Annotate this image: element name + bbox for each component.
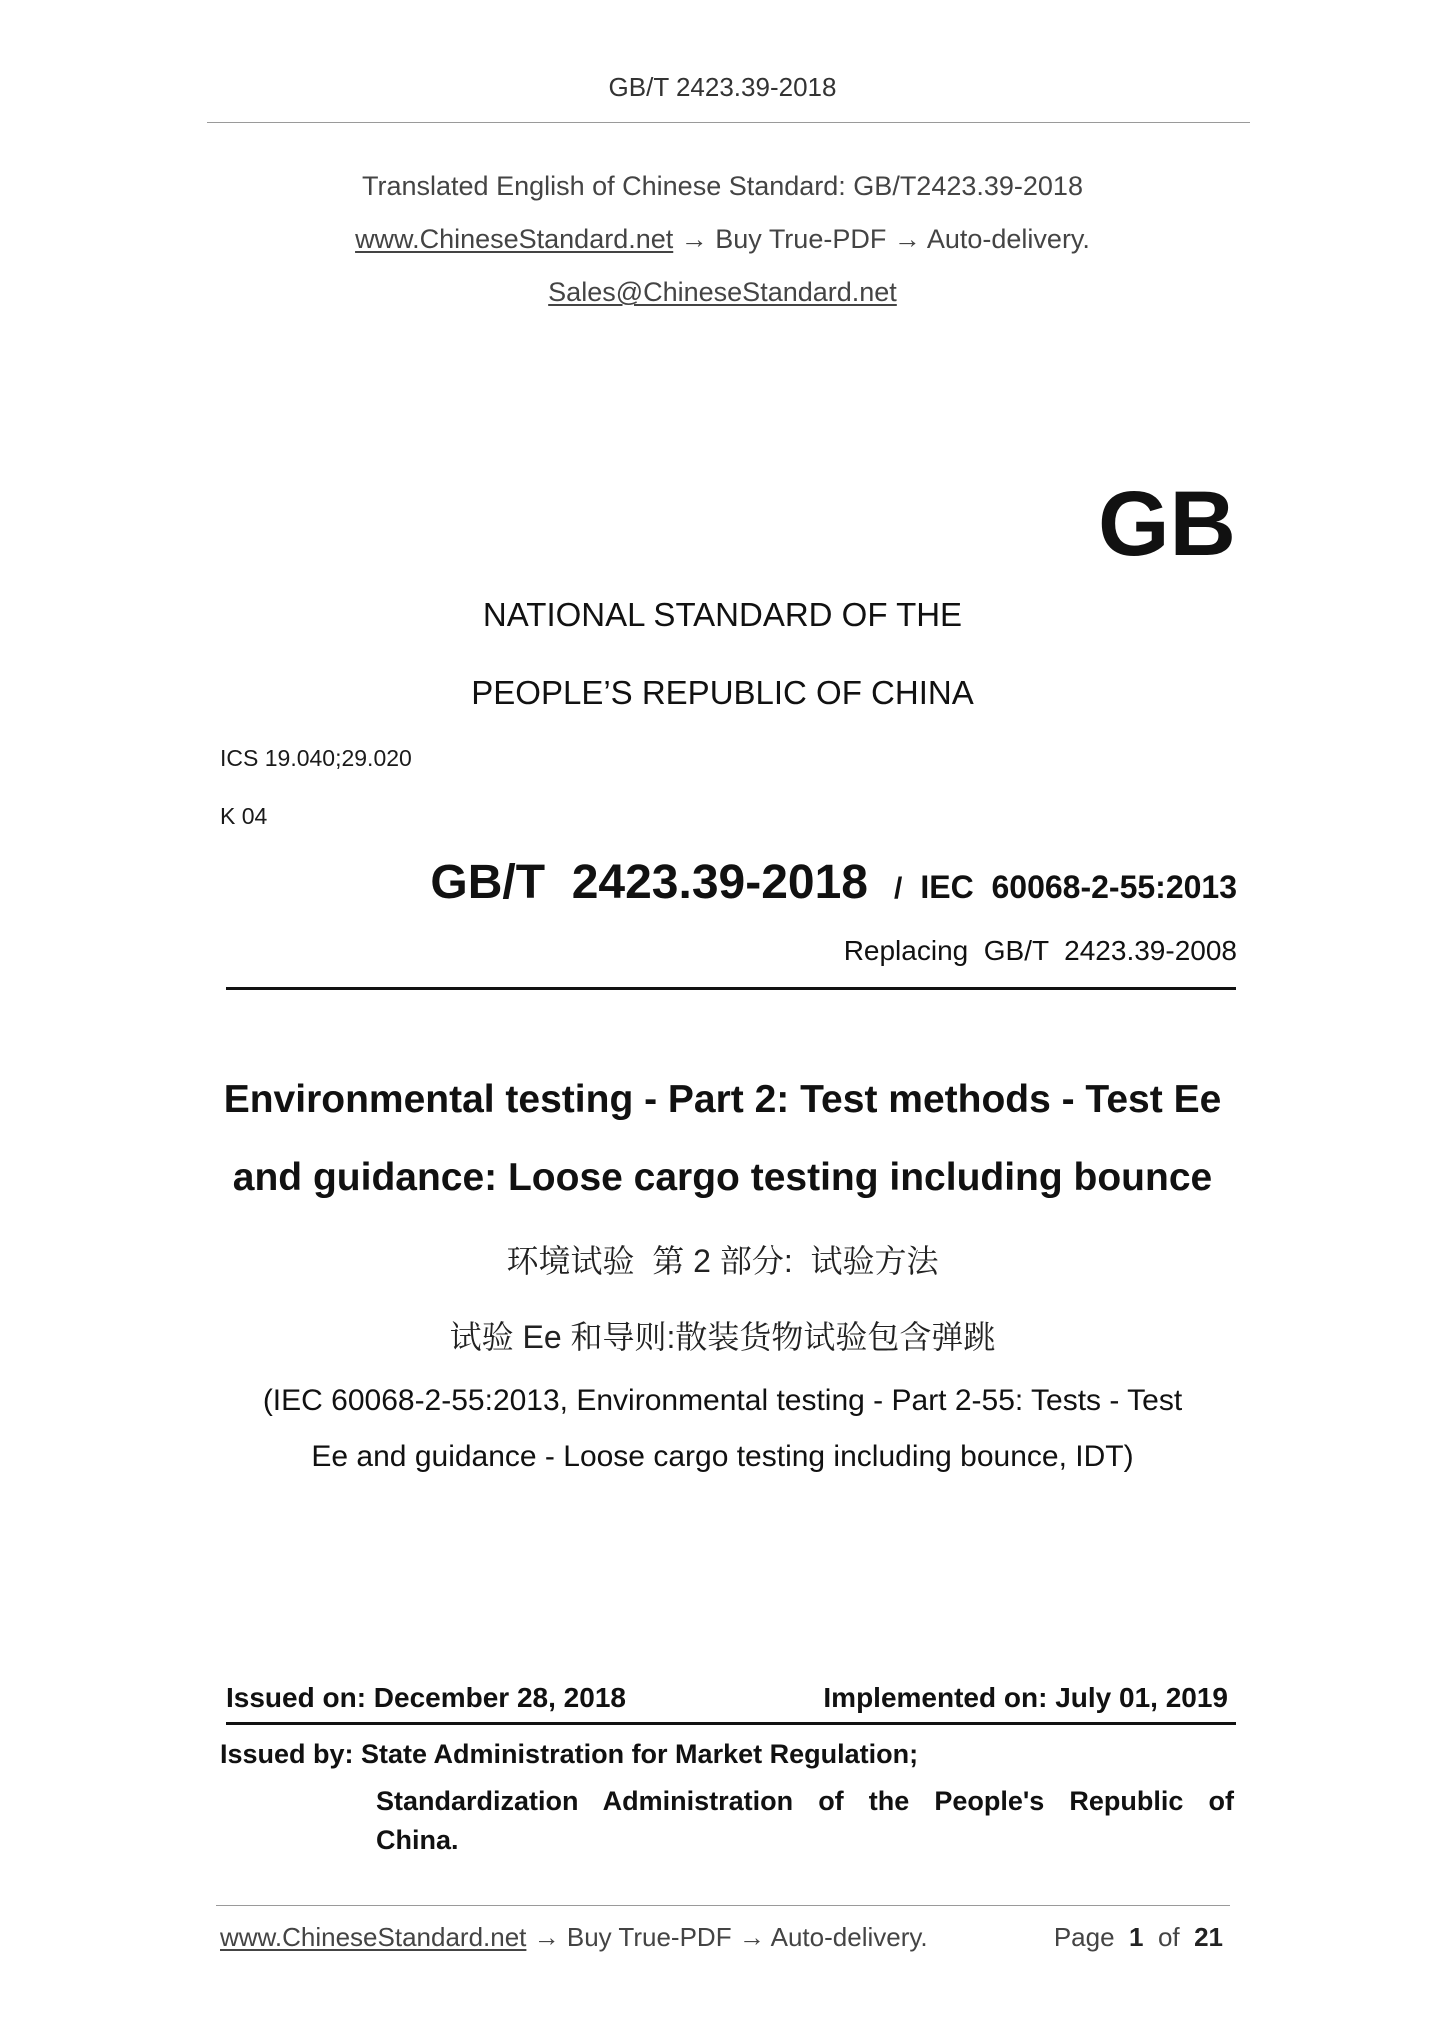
of-label: of	[1157, 1922, 1180, 1952]
issued-by-line-1: Issued by: State Administration for Market Regulation;	[220, 1739, 919, 1769]
ics-code: ICS 19.040;29.020	[220, 745, 412, 771]
title-chinese-line-1: 环境试验 第 2 部分: 试验方法	[506, 1243, 939, 1279]
title-chinese-line-2: 试验 Ee 和导则:散装货物试验包含弹跳	[449, 1319, 996, 1355]
auto-delivery-text: Auto-delivery.	[926, 224, 1090, 254]
site-link[interactable]: www.ChineseStandard.net	[355, 224, 674, 254]
issued-divider	[226, 1722, 1236, 1725]
standard-number: GB/T 2423.39-2018	[430, 856, 868, 909]
title-english-line-2: and guidance: Loose cargo testing including bounce	[232, 1156, 1213, 1199]
arrow-right-icon: →	[533, 1922, 560, 1952]
page-number: 1	[1129, 1922, 1144, 1952]
title-english-line-1: Environmental testing - Part 2: Test methods - Test Ee	[223, 1078, 1222, 1121]
sales-email-link[interactable]: Sales@ChineseStandard.net	[548, 277, 897, 307]
translated-notice: Translated English of Chinese Standard: GB/T2423.39-2018	[362, 171, 1083, 201]
national-standard-line-1: NATIONAL STANDARD OF THE	[482, 596, 963, 633]
iec-note-line-1: (IEC 60068-2-55:2013, Environmental testing - Part 2-55: Tests - Test	[262, 1384, 1183, 1417]
implemented-on-date: Implemented on: July 01, 2019	[823, 1682, 1228, 1713]
arrow-right-icon: →	[893, 224, 921, 254]
buy-line	[0, 224, 1445, 255]
running-header: GB/T 2423.39-2018	[608, 72, 837, 102]
iec-note-line-2: Ee and guidance - Loose cargo testing including bounce, IDT)	[311, 1440, 1134, 1473]
k-code: K 04	[220, 803, 268, 829]
arrow-right-icon: →	[680, 224, 708, 254]
header-divider	[207, 122, 1250, 123]
buy-text: Buy True-PDF	[715, 224, 887, 254]
footer-site-link[interactable]: www.ChineseStandard.net	[220, 1922, 527, 1952]
standard-number-line	[430, 855, 1237, 910]
footer-auto-delivery-text: Auto-delivery.	[770, 1922, 928, 1952]
footer-buy-line	[220, 1922, 928, 1953]
arrow-right-icon: →	[738, 1922, 765, 1952]
page-total: 21	[1194, 1922, 1223, 1952]
title-divider	[226, 987, 1236, 990]
issued-on-date: Issued on: December 28, 2018	[226, 1682, 626, 1713]
issued-by-line-3: China.	[376, 1825, 459, 1855]
replacing-note: Replacing GB/T 2423.39-2008	[843, 935, 1237, 966]
standard-separator: /	[894, 872, 903, 905]
national-standard-line-2: PEOPLE’S REPUBLIC OF CHINA	[471, 674, 974, 711]
footer-divider	[216, 1905, 1230, 1906]
gb-logo: GB	[1098, 473, 1236, 575]
issued-by-line-2: Standardization Administration of the People's Republic of	[376, 1786, 1234, 1816]
page-indicator	[1054, 1922, 1223, 1953]
footer-buy-text: Buy True-PDF	[566, 1922, 732, 1952]
sales-line	[0, 277, 1445, 308]
page-label: Page	[1053, 1922, 1115, 1952]
iec-number: IEC 60068-2-55:2013	[920, 869, 1237, 905]
